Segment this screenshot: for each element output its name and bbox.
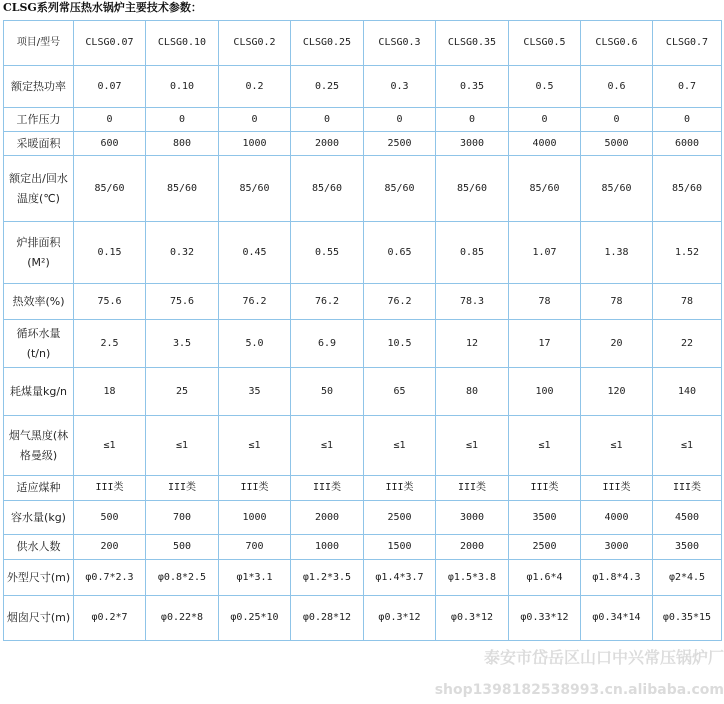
table-cell: III类: [581, 476, 653, 501]
table-cell: 120: [581, 368, 653, 416]
table-cell: ≤1: [146, 416, 219, 476]
table-cell: 65: [364, 368, 436, 416]
table-cell: 78: [581, 284, 653, 320]
table-cell: φ0.28*12: [291, 596, 364, 641]
row-label: 采暖面积: [4, 132, 74, 156]
table-cell: 0.3: [364, 66, 436, 108]
table-cell: 3000: [581, 535, 653, 560]
table-row: [4, 66, 722, 108]
table-cell: 35: [219, 368, 291, 416]
row-label: 适应煤种: [4, 476, 74, 501]
table-cell: 85/60: [219, 156, 291, 222]
table-cell: 1.52: [653, 222, 722, 284]
table-cell: 76.2: [364, 284, 436, 320]
table-cell: 0: [436, 108, 509, 132]
table-cell: 0: [581, 108, 653, 132]
table-cell: 3000: [436, 501, 509, 535]
table-cell: 85/60: [146, 156, 219, 222]
table-cell: ≤1: [581, 416, 653, 476]
page-title: CLSG系列常压热水锅炉主要技术参数：: [3, 1, 202, 14]
table-cell: ≤1: [364, 416, 436, 476]
table-cell: 2000: [436, 535, 509, 560]
table-cell: 80: [436, 368, 509, 416]
table-cell: 75.6: [146, 284, 219, 320]
table-cell: 0: [364, 108, 436, 132]
table-cell: 3500: [509, 501, 581, 535]
row-label: 工作压力: [4, 108, 74, 132]
row-label: 额定出/回水温度(℃): [4, 156, 74, 222]
table-cell: 500: [74, 501, 146, 535]
table-cell: ≤1: [653, 416, 722, 476]
table-cell: φ1.4*3.7: [364, 560, 436, 596]
table-cell: 4000: [581, 501, 653, 535]
row-label: 额定热功率: [4, 66, 74, 108]
table-cell: φ1.8*4.3: [581, 560, 653, 596]
watermark-line1: 泰安市岱岳区山口中兴常压锅炉厂: [483, 648, 724, 667]
table-cell: 0.5: [509, 66, 581, 108]
table-cell: ≤1: [74, 416, 146, 476]
table-cell: 0.32: [146, 222, 219, 284]
table-cell: 0.7: [653, 66, 722, 108]
table-cell: 0.6: [581, 66, 653, 108]
table-cell: 22: [653, 320, 722, 368]
table-cell: 50: [291, 368, 364, 416]
table-cell: 700: [146, 501, 219, 535]
table-cell: φ1.6*4: [509, 560, 581, 596]
table-cell: 85/60: [436, 156, 509, 222]
table-row: [4, 132, 722, 156]
table-cell: 85/60: [653, 156, 722, 222]
header-model-cell: CLSG0.5: [509, 21, 581, 66]
table-cell: III类: [146, 476, 219, 501]
header-model-cell: CLSG0.07: [74, 21, 146, 66]
table-cell: 3.5: [146, 320, 219, 368]
row-label: 烟气黑度(林格曼级): [4, 416, 74, 476]
table-cell: φ1*3.1: [219, 560, 291, 596]
row-label: 耗煤量kg/n: [4, 368, 74, 416]
table-cell: 0.10: [146, 66, 219, 108]
table-cell: 76.2: [291, 284, 364, 320]
table-cell: III类: [74, 476, 146, 501]
header-model-cell: CLSG0.10: [146, 21, 219, 66]
table-cell: 75.6: [74, 284, 146, 320]
table-cell: 10.5: [364, 320, 436, 368]
table-cell: 2.5: [74, 320, 146, 368]
table-cell: φ0.25*10: [219, 596, 291, 641]
row-label: 炉排面积(M²): [4, 222, 74, 284]
table-cell: 0.65: [364, 222, 436, 284]
table-cell: φ1.2*3.5: [291, 560, 364, 596]
header-model-cell: CLSG0.3: [364, 21, 436, 66]
header-model-cell: CLSG0.6: [581, 21, 653, 66]
table-cell: 500: [146, 535, 219, 560]
table-cell: III类: [291, 476, 364, 501]
table-cell: 85/60: [74, 156, 146, 222]
table-cell: 0: [219, 108, 291, 132]
table-cell: 0.85: [436, 222, 509, 284]
table-cell: III类: [364, 476, 436, 501]
table-row: [4, 108, 722, 132]
table-cell: 100: [509, 368, 581, 416]
table-cell: φ0.35*15: [653, 596, 722, 641]
header-model-cell: CLSG0.25: [291, 21, 364, 66]
table-cell: 2000: [291, 501, 364, 535]
table-cell: 140: [653, 368, 722, 416]
table-cell: 2500: [509, 535, 581, 560]
table-cell: 0.2: [219, 66, 291, 108]
table-row: [4, 156, 722, 222]
row-label: 供水人数: [4, 535, 74, 560]
table-cell: 6000: [653, 132, 722, 156]
table-cell: III类: [653, 476, 722, 501]
table-cell: φ0.3*12: [364, 596, 436, 641]
table-cell: 0: [74, 108, 146, 132]
watermark-line2: shop1398182538993.cn.alibaba.com: [434, 682, 724, 698]
table-cell: 800: [146, 132, 219, 156]
table-cell: 0: [146, 108, 219, 132]
table-row: [4, 560, 722, 596]
table-cell: 0: [653, 108, 722, 132]
table-row: [4, 476, 722, 501]
table-row: [4, 501, 722, 535]
table-row: [4, 535, 722, 560]
watermark: [380, 648, 724, 700]
table-cell: 2000: [291, 132, 364, 156]
table-cell: φ0.3*12: [436, 596, 509, 641]
table-cell: ≤1: [291, 416, 364, 476]
table-cell: 600: [74, 132, 146, 156]
row-label: 容水量(kg): [4, 501, 74, 535]
table-cell: φ2*4.5: [653, 560, 722, 596]
table-cell: 1000: [219, 132, 291, 156]
table-body: [4, 21, 722, 641]
row-label: 烟囱尺寸(m): [4, 596, 74, 641]
table-cell: 85/60: [364, 156, 436, 222]
table-cell: 4500: [653, 501, 722, 535]
header-model-cell: CLSG0.35: [436, 21, 509, 66]
table-cell: 78: [509, 284, 581, 320]
table-cell: III类: [219, 476, 291, 501]
header-row: [4, 21, 722, 66]
table-cell: φ1.5*3.8: [436, 560, 509, 596]
table-cell: 2500: [364, 132, 436, 156]
table-cell: 85/60: [581, 156, 653, 222]
table-row: [4, 320, 722, 368]
table-cell: 0.25: [291, 66, 364, 108]
table-cell: 20: [581, 320, 653, 368]
table-cell: 0: [509, 108, 581, 132]
table-cell: ≤1: [219, 416, 291, 476]
table-cell: 78: [653, 284, 722, 320]
table-cell: 700: [219, 535, 291, 560]
table-cell: 0.35: [436, 66, 509, 108]
table-cell: ≤1: [509, 416, 581, 476]
table-cell: III类: [509, 476, 581, 501]
table-cell: 5000: [581, 132, 653, 156]
table-cell: 76.2: [219, 284, 291, 320]
table-cell: 78.3: [436, 284, 509, 320]
table-row: [4, 416, 722, 476]
table-cell: 12: [436, 320, 509, 368]
table-cell: φ0.2*7: [74, 596, 146, 641]
row-label: 循环水量(t/n): [4, 320, 74, 368]
table-cell: 1000: [219, 501, 291, 535]
table-cell: 4000: [509, 132, 581, 156]
table-row: [4, 368, 722, 416]
header-label-cell: 项目/型号: [4, 21, 74, 66]
table-cell: 3000: [436, 132, 509, 156]
table-cell: 1500: [364, 535, 436, 560]
table-cell: ≤1: [436, 416, 509, 476]
table-cell: 0.55: [291, 222, 364, 284]
table-cell: 6.9: [291, 320, 364, 368]
table-cell: III类: [436, 476, 509, 501]
row-label: 外型尺寸(m): [4, 560, 74, 596]
table-cell: 0.07: [74, 66, 146, 108]
table-cell: 5.0: [219, 320, 291, 368]
table-cell: 2500: [364, 501, 436, 535]
table-cell: 3500: [653, 535, 722, 560]
table-cell: 18: [74, 368, 146, 416]
table-cell: 1000: [291, 535, 364, 560]
table-row: [4, 222, 722, 284]
table-cell: 1.07: [509, 222, 581, 284]
table-cell: φ0.22*8: [146, 596, 219, 641]
table-cell: 85/60: [509, 156, 581, 222]
table-row: [4, 284, 722, 320]
table-cell: 1.38: [581, 222, 653, 284]
table-cell: φ0.33*12: [509, 596, 581, 641]
table-cell: 200: [74, 535, 146, 560]
table-cell: φ0.34*14: [581, 596, 653, 641]
table-cell: 25: [146, 368, 219, 416]
row-label: 热效率(%): [4, 284, 74, 320]
header-model-cell: CLSG0.2: [219, 21, 291, 66]
table-cell: 17: [509, 320, 581, 368]
table-cell: φ0.8*2.5: [146, 560, 219, 596]
table-cell: φ0.7*2.3: [74, 560, 146, 596]
table-cell: 0.45: [219, 222, 291, 284]
table-cell: 0: [291, 108, 364, 132]
table-cell: 0.15: [74, 222, 146, 284]
header-model-cell: CLSG0.7: [653, 21, 722, 66]
table-row: [4, 596, 722, 641]
spec-table: [3, 20, 722, 641]
table-cell: 85/60: [291, 156, 364, 222]
